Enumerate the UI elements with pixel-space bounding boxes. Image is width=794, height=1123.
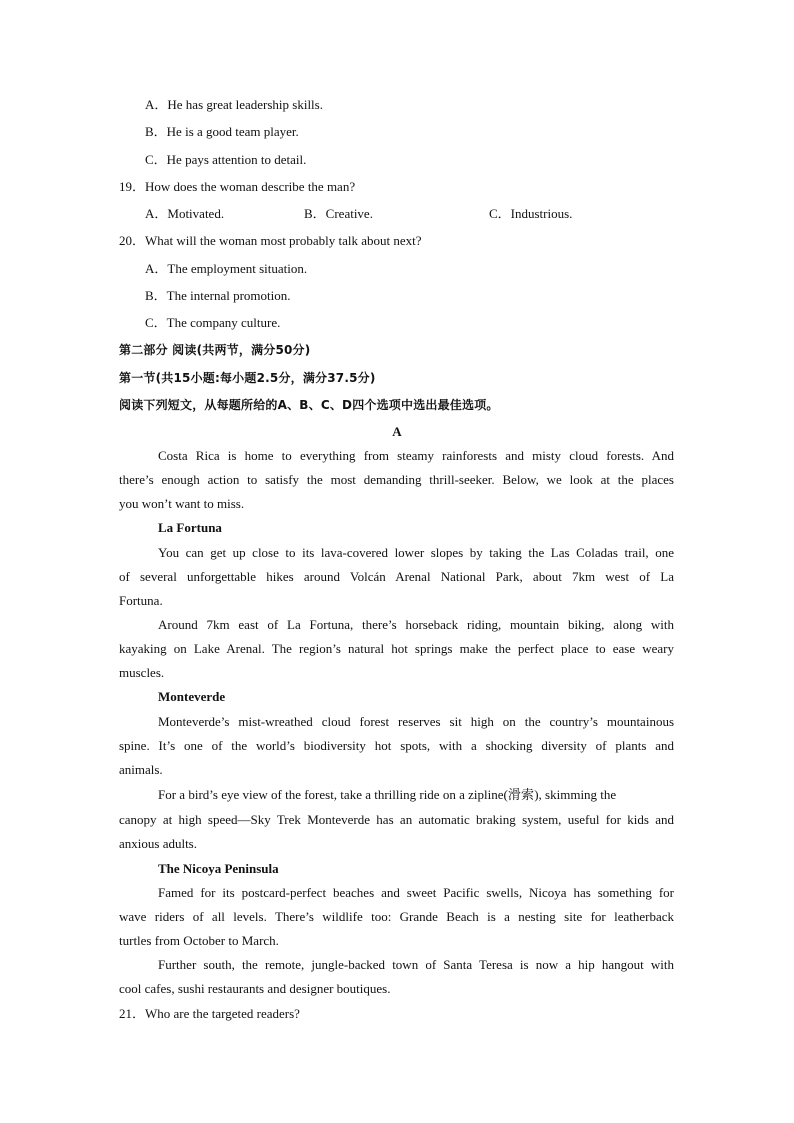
part-two-heading: 第二部分 阅读(共两节，满分50分): [119, 343, 311, 357]
intro-line-3: you won’t want to miss.: [119, 496, 245, 511]
nicoya-p1-line-2: wave riders of all levels. There’s wildlife too: Grande Beach is a nesting site for leatherback: [119, 909, 674, 924]
nicoya-p2-line-2: cool cafes, sushi restaurants and designer boutiques.: [119, 981, 391, 996]
q18-option-b: B．He is a good team player.: [145, 124, 299, 139]
monte-p1-line-2: spine. It’s one of the world’s biodiversity hot spots, with a shocking diversity of plants and: [119, 738, 674, 753]
heading-nicoya: The Nicoya Peninsula: [158, 861, 279, 876]
q19-option-b: B．Creative.: [304, 206, 373, 221]
q20-option-c: C．The company culture.: [145, 315, 281, 330]
intro-line-2: there’s enough action to satisfy the most demanding thrill-seeker. Below, we look at the places: [119, 472, 674, 487]
heading-monteverde: Monteverde: [158, 689, 226, 704]
q20-option-b: B．The internal promotion.: [145, 288, 291, 303]
nicoya-p1-line-1: Famed for its postcard-perfect beaches and sweet Pacific swells, Nicoya has something for: [158, 885, 674, 900]
reading-instruction: 阅读下列短文，从每题所给的A、B、C、D四个选项中选出最佳选项。: [119, 398, 499, 412]
monte-p1-line-1: Monteverde’s mist-wreathed cloud forest reserves sit high on the country’s mountainous: [158, 714, 674, 729]
monte-p2-line-3: anxious adults.: [119, 836, 197, 851]
section-one-heading: 第一节(共15小题:每小题2.5分，满分37.5分): [119, 371, 376, 385]
q19-option-c: C．Industrious.: [489, 206, 573, 221]
q18-option-a: A．He has great leadership skills.: [145, 97, 323, 112]
q19-stem: 19．How does the woman describe the man?: [119, 179, 356, 194]
intro-line-1: Costa Rica is home to everything from steamy rainforests and misty cloud forests. And: [158, 448, 674, 463]
q18-option-c: C．He pays attention to detail.: [145, 152, 307, 167]
fortuna-p2-line-3: muscles.: [119, 665, 165, 680]
q19-option-a: A．Motivated.: [145, 206, 225, 221]
monte-p2-line-2: canopy at high speed—Sky Trek Monteverde has an automatic braking system, useful for kids and: [119, 812, 674, 827]
fortuna-p1-line-1: You can get up close to its lava-covered lower slopes by taking the Las Coladas trail, one: [158, 545, 674, 560]
fortuna-p1-line-2: of several unforgettable hikes around Volcán Arenal National Park, about 7km west of La: [119, 569, 674, 584]
monte-p2-line-1-text: For a bird’s eye view of the forest, take a thrilling ride on a zipline(滑索), skimming the: [158, 787, 617, 803]
fortuna-p2-line-2: kayaking on Lake Arenal. The region’s natural hot springs make the perfect place to ease weary: [119, 641, 674, 656]
monte-p2-line-1: [158, 787, 674, 804]
fortuna-p2-line-1: Around 7km east of La Fortuna, there’s horseback riding, mountain biking, along with: [158, 617, 674, 632]
fortuna-p1-line-3: Fortuna.: [119, 593, 163, 608]
zipline-translation: 滑索: [507, 788, 535, 803]
q20-stem: 20．What will the woman most probably talk about next?: [119, 233, 422, 248]
monte-p1-line-3: animals.: [119, 762, 163, 777]
nicoya-p1-line-3: turtles from October to March.: [119, 933, 279, 948]
q20-option-a: A．The employment situation.: [145, 261, 308, 276]
heading-la-fortuna: La Fortuna: [158, 520, 222, 535]
passage-label: A: [392, 424, 402, 439]
q21-stem: 21．Who are the targeted readers?: [119, 1006, 300, 1021]
nicoya-p2-line-1: Further south, the remote, jungle-backed town of Santa Teresa is now a hip hangout with: [158, 957, 674, 972]
